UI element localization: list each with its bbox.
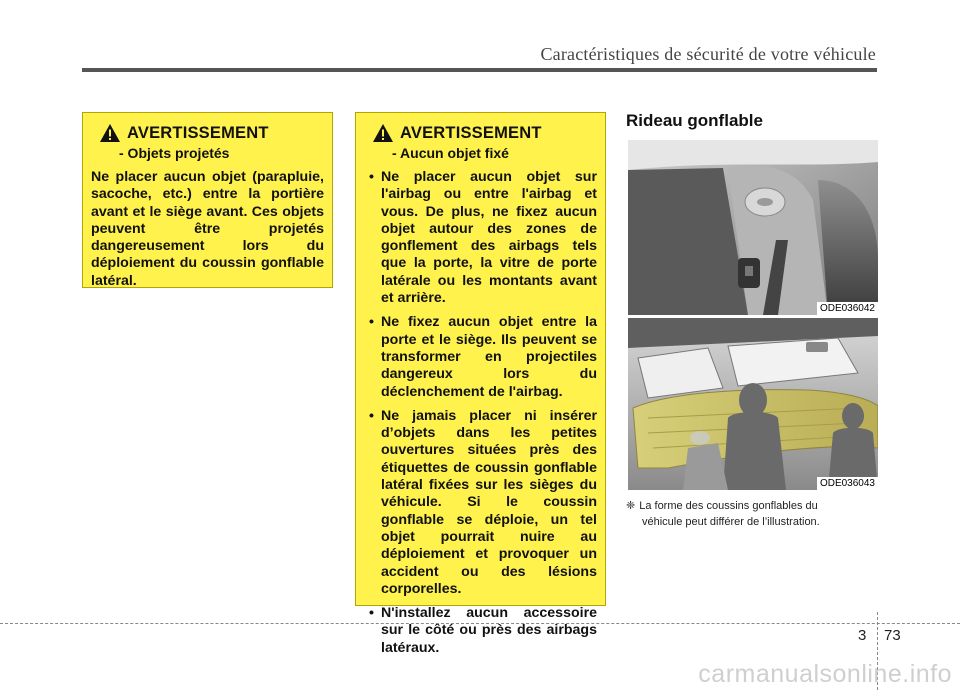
warning-list-item: • Ne jamais placer ni insérer d’objets dans les petites ouvertures situées près des étiquettes de coussin gonflable latéral fixées sur les sièges du véhicule. Si le coussin gonflable se déploie, un tel objet pourrait nuire au déploiement et provoquer un accident ou des lésions corporelles. [364, 408, 597, 598]
note-line: La forme des coussins gonflables du [639, 500, 818, 512]
warning-title: AVERTISSEMENT [127, 123, 269, 142]
watermark: carmanualsonline.info [698, 660, 952, 688]
warning-list-item: • N'installez aucun accessoire sur le côté ou près des airbags latéraux. [364, 605, 597, 657]
warning-triangle-icon [99, 123, 121, 143]
page-header-title: Caractéristiques de sécurité de votre véhicule [540, 44, 876, 64]
note-mark: ❈ [626, 500, 636, 512]
warning-box-no-fixed-object [355, 112, 606, 656]
warning-subtitle: - Objets projetés [119, 145, 230, 161]
illustration-note [626, 498, 880, 530]
pillar-illustration [628, 140, 878, 315]
warning-box-projected-objects [82, 112, 333, 288]
warning-subtitle: - Aucun objet fixé [392, 145, 509, 161]
image-code-label: ODE036042 [817, 302, 878, 315]
warning-list-item: • Ne fixez aucun objet entre la porte et le siège. Ils peuvent se transformer en projectiles dangereux lors du déclenchement de l'airbag. [364, 314, 597, 400]
note-line: véhicule peut différer de l’illustration. [642, 516, 820, 528]
page-number: 73 [884, 627, 901, 644]
warning-body: Ne placer aucun objet (parapluie, sacoche, etc.) entre la portière avant et le siège avant. Ces objets peuvent être projetés dangereusement lors du déploiement du coussin gonflable latéral. [91, 169, 324, 289]
chapter-number: 3 [858, 627, 867, 644]
deployed-airbag-illustration [628, 318, 878, 490]
warning-triangle-icon [372, 123, 394, 143]
warning-header [91, 123, 324, 143]
section-title: Rideau gonflable [626, 111, 763, 130]
header-rule [82, 68, 877, 72]
photo-pillar [628, 140, 878, 315]
photo-deployed-curtain [628, 318, 878, 490]
image-code-label: ODE036043 [817, 477, 878, 490]
footer-rule [0, 623, 960, 624]
warning-list [364, 169, 597, 657]
warning-list-item: • Ne placer aucun objet sur l'airbag ou entre l'airbag et vous. De plus, ne fixez aucun objet autour des zones de gonflement des airbags tels que la porte, la vitre de porte latérale ou les montants avant et arrière. [364, 169, 597, 307]
warning-title: AVERTISSEMENT [400, 123, 542, 142]
warning-header [364, 123, 597, 143]
